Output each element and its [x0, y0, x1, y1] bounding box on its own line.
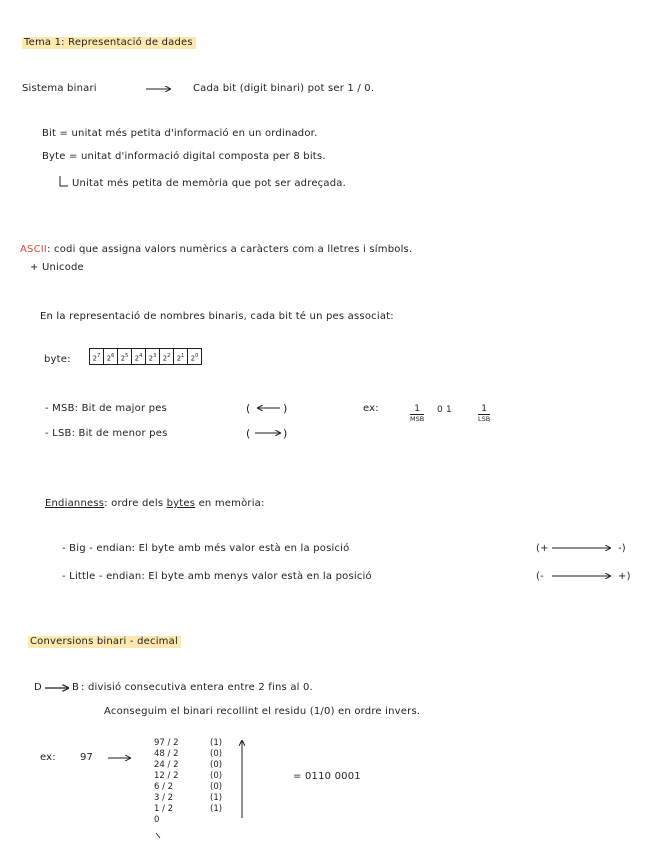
example-msb-bit: 1 MSB: [410, 404, 425, 423]
sub-bracket-icon: [60, 176, 68, 186]
ascii-text: : codi que assigna valors numèrics a caràcters com a lletres i símbols.: [47, 244, 413, 255]
byte-weight-cell: $2^5$: [118, 349, 132, 364]
division-step: 6 / 2: [154, 782, 174, 792]
remainder-step: (0): [210, 760, 223, 770]
endianness-line: Endianness: ordre dels bytes en memòria:: [45, 498, 265, 509]
binary-system-label: Sistema binari: [22, 83, 97, 94]
d2b-label-b: B: [72, 682, 80, 693]
section-title-conversions: Conversions binari - decimal: [28, 636, 181, 648]
section-title-representation: Tema 1: Representació de dades: [22, 37, 196, 49]
example2-value: 97: [80, 752, 94, 763]
remainder-step: (1): [210, 793, 223, 803]
byte-definition: Byte = unitat d'informació digital composta per 8 bits.: [42, 151, 326, 162]
bytes-word: bytes: [166, 498, 196, 509]
remainder-step: (0): [210, 749, 223, 759]
byte-weight-cell: $2^6$: [104, 349, 118, 364]
big-endian-dir-start: (+: [536, 543, 549, 554]
ascii-label: ASCII: [20, 244, 48, 255]
division-step: 97 / 2: [154, 738, 179, 748]
svg-text:): ): [283, 427, 288, 440]
division-step: 24 / 2: [154, 760, 179, 770]
byte-weight-cell: $2^1$: [174, 349, 188, 364]
d2b-definition-line2: Aconseguim el binari recollint el residu (1/0) en ordre invers.: [104, 706, 421, 717]
svg-text:(: (: [246, 402, 251, 415]
remainder-step: (1): [210, 804, 223, 814]
remainder-step: (0): [210, 782, 223, 792]
little-endian-dir-end: +): [618, 571, 631, 582]
d2b-definition: : divisió consecutiva entera entre 2 fins al 0.: [81, 682, 313, 693]
byte-weight-cell: $2^7$: [90, 349, 104, 364]
little-endian-definition: - Little - endian: El byte amb menys valor està en la posició: [62, 571, 372, 582]
division-step: 0: [154, 815, 160, 825]
lsb-caption: LSB: [478, 415, 491, 423]
example-middle-bits: 0 1: [437, 405, 452, 415]
d2b-label-d: D: [34, 682, 42, 693]
lsb-definition: - LSB: Bit de menor pes: [45, 428, 168, 439]
division-step: 1 / 2: [154, 804, 174, 814]
bit-weight-sentence: En la representació de nombres binaris, cada bit té un pes associat:: [40, 311, 394, 322]
unicode-note: + Unicode: [30, 262, 84, 273]
byte-weight-cell: $2^2$: [160, 349, 174, 364]
byte-weight-cell: $2^4$: [132, 349, 146, 364]
byte-sub-definition: Unitat més petita de memòria que pot ser adreçada.: [72, 178, 346, 189]
big-endian-dir-end: -): [618, 543, 626, 554]
division-step: 3 / 2: [154, 793, 174, 803]
bit-definition: Bit = unitat més petita d'informació en un ordinador.: [42, 128, 318, 139]
big-endian-definition: - Big - endian: El byte amb més valor està en la posició: [62, 543, 350, 554]
little-endian-dir-start: (-: [536, 571, 544, 582]
conversion-result: = 0110 0001: [293, 771, 361, 782]
byte-weight-cell: $2^3$: [146, 349, 160, 364]
division-step: 12 / 2: [154, 771, 179, 781]
svg-text:(: (: [246, 427, 251, 440]
byte-weight-cell: $2^0$: [190, 353, 199, 363]
example-lsb-bit: 1 LSB: [478, 404, 491, 423]
binary-system-description: Cada bit (digit binari) pot ser 1 / 0.: [193, 83, 375, 94]
svg-text:): ): [283, 402, 288, 415]
division-step: 48 / 2: [154, 749, 179, 759]
endianness-label: Endianness: [45, 498, 105, 509]
msb-definition: - MSB: Bit de major pes: [45, 403, 167, 414]
msb-caption: MSB: [410, 415, 425, 423]
byte-table-label: byte:: [44, 354, 71, 365]
example2-label: ex:: [40, 752, 56, 763]
remainder-step: (1): [210, 738, 223, 748]
example-label: ex:: [363, 403, 379, 414]
remainder-step: (0): [210, 771, 223, 781]
